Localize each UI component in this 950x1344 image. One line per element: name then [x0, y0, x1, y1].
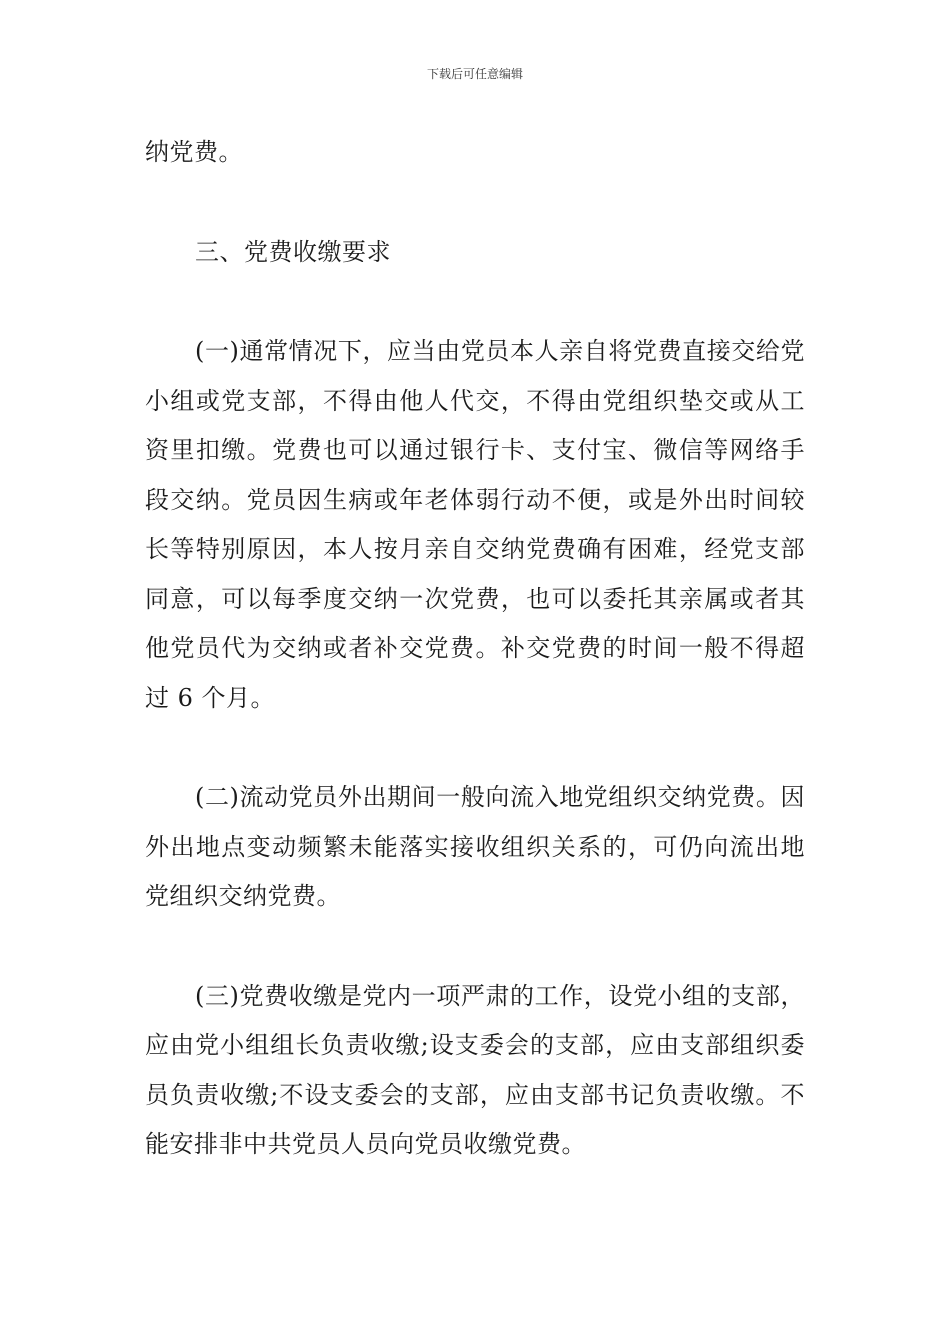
paragraph-item-3: (三)党费收缴是党内一项严肃的工作，设党小组的支部，应由党小组组长负责收缴;设支委会的支部，应由支部组织委员负责收缴;不设支委会的支部，应由支部书记负责收缴。不能安排非中共党员人员向党员收缴党费。: [145, 981, 805, 1158]
paragraph-gap: [145, 922, 805, 972]
paragraph-continuation: 纳党费。: [145, 138, 243, 166]
page-header: 下载后可任意编辑: [426, 67, 523, 81]
paragraph-gap: [145, 178, 805, 228]
paragraph-gap: [145, 277, 805, 327]
section-heading: 三、党费收缴要求: [195, 237, 391, 266]
paragraph-item-1: (一)通常情况下，应当由党员本人亲自将党费直接交给党小组或党支部，不得由他人代交，不得由党组织垫交或从工资里扣缴。党费也可以通过银行卡、支付宝、微信等网络手段交纳。党员因生病或年老体弱行动不便，或是外出时间较长等特别原因，本人按月亲自交纳党费确有困难，经党支部同意，可以每季度交纳一次党费，也可以委托其亲属或者其他党员代为交纳或者补交党费。补交党费的时间一般不得超过 6 个月。: [145, 337, 805, 712]
document-body: [145, 128, 805, 1170]
paragraph-gap: [145, 723, 805, 773]
paragraph-item-2: (二)流动党员外出期间一般向流入地党组织交纳党费。因外出地点变动频繁未能落实接收组织关系的，可仍向流出地党组织交纳党费。: [145, 783, 805, 910]
